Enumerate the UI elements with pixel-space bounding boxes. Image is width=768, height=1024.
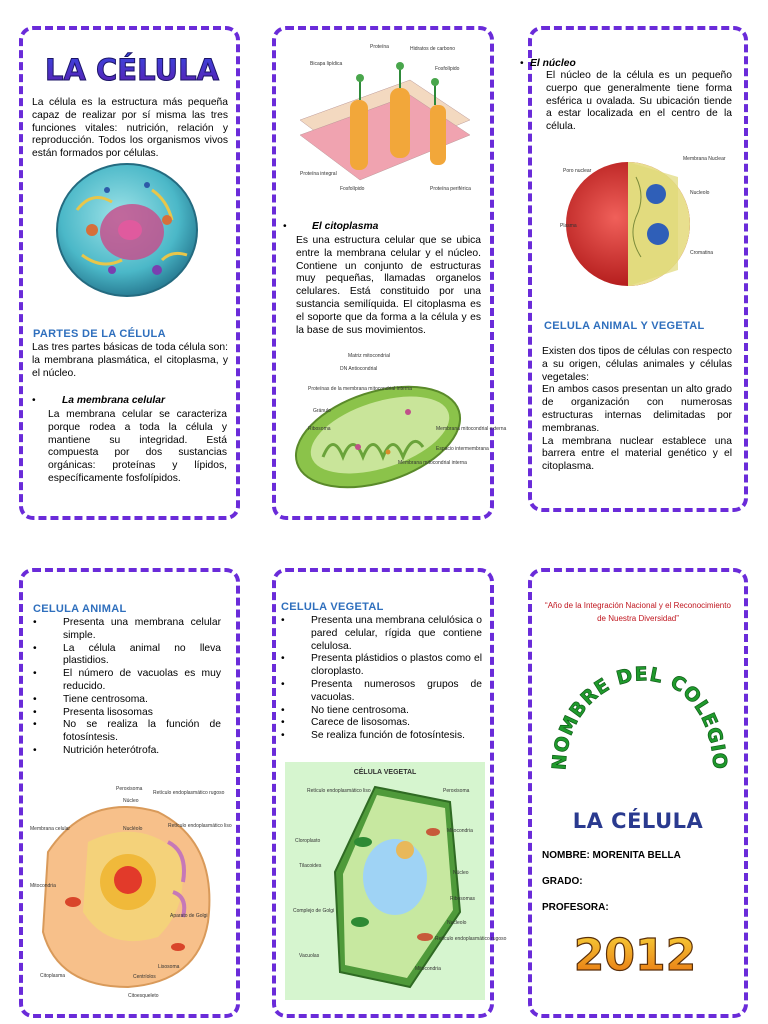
vegetal-item-3: • No tiene centrosoma. <box>279 705 482 718</box>
mito-label-1: DN Antiocondrial <box>340 366 378 372</box>
membrane-text: La membrana celular se caracteriza porque rodea a toda la célula y mantiene su integridad. Está compuesta por dos sustancias orgánicas: proteínas y lípidos, específicamente fosfolípidos. <box>48 409 227 484</box>
vegetal-heading: CELULA VEGETAL <box>281 601 384 613</box>
mito-label-6: Espacio intermembrana <box>436 446 489 452</box>
animal-label-2: Retículo endoplasmático rugoso <box>153 790 225 796</box>
mitochondria-diagram <box>288 352 507 497</box>
nucleus-text: El núcleo de la célula es un pequeño cuerpo que generalmente tiene forma esférica u ovalada. Su ubicación tiende a estar localizada en el centro de la célula. <box>546 70 732 133</box>
cell-membrane-diagram <box>290 40 480 210</box>
membrane-label-0: Bicapa lipídica <box>310 61 343 67</box>
animal-vegetal-heading: CELULA ANIMAL Y VEGETAL <box>544 320 705 332</box>
animal-label-0: Peroxisoma <box>116 786 143 792</box>
cyto-text: Es una estructura celular que se ubica entre la membrana celular y el núcleo. Contiene un conjunto de estructuras muy pequeñas, llamadas organelos celulares. Está constituido por una sustancia semilíquida. El citoplasma es el soporte que da forma a la célula y es la base de sus movimientos. <box>296 235 481 336</box>
vegetal-item-2: • Presenta numerosos grupos de vacuolas. <box>279 679 482 705</box>
vegetal-item-4: • Carece de lisosomas. <box>279 717 482 730</box>
vegetal-item-5: • Se realiza función de fotosíntesis. <box>279 730 482 743</box>
vegetal-item-0: • Presenta una membrana celulósica o pared celular, rígida que contiene celulosa. <box>279 615 482 653</box>
membrane-label-1: Proteína <box>370 44 389 50</box>
nucleus-diagram <box>558 152 734 292</box>
membrane-label-6: Proteína periférica <box>430 186 471 192</box>
plant-right-label-2: Núcleo <box>453 870 469 876</box>
nucleus-label-2: Nucleolo <box>690 190 710 196</box>
nucleus-label-0: Poro nuclear <box>563 168 592 174</box>
nucleus-title: El núcleo <box>530 58 576 69</box>
mito-label-0: Matriz mitocondrial <box>348 353 390 359</box>
plant-right-label-6: Mitocondria <box>415 966 441 972</box>
animal-item-3: • Tiene centrosoma. <box>31 694 221 707</box>
animal-label-4: Nucléolo <box>123 826 143 832</box>
animal-item-4: • Presenta lisosomas <box>31 707 221 720</box>
plant-diagram-title: CÉLULA VEGETAL <box>353 769 417 776</box>
parts-text: Las tres partes básicas de toda célula son: la membrana plasmática, el citoplasma, y el núcleo. <box>32 342 228 379</box>
animal-item-6: • Nutrición heterótrofa. <box>31 745 221 758</box>
mito-label-3: Gránulo <box>313 408 331 414</box>
plant-left-label-1: Cloroplasto <box>295 838 321 844</box>
plant-cell-diagram <box>285 762 507 1000</box>
animal-cell-diagram <box>28 772 232 1002</box>
animal-label-3: Membrana celular <box>30 826 71 832</box>
nucleus-section: • El núcleo <box>520 58 576 69</box>
animal-label-1: Núcleo <box>123 798 139 804</box>
vegetal-list <box>279 615 482 743</box>
svg-text:LA CÉLULA: LA CÉLULA <box>44 53 220 87</box>
plant-left-label-0: Retículo endoplasmático liso <box>307 788 371 794</box>
plant-left-label-3: Complejo de Golgi <box>293 908 335 914</box>
membrane-label-5: Fosfolípido <box>340 186 365 192</box>
intro-text: La célula es la estructura más pequeña capaz de realizar por sí misma las tres funciones vitales: nutrición, relación y reproducción. Todos los organismos vivos están formados por células. <box>32 97 228 160</box>
nucleus-label-4: Plasma <box>560 223 577 229</box>
mito-label-2: Proteínas de la membrana mitocondrial interna <box>308 386 412 392</box>
animal-label-7: Aparato de Golgi <box>170 913 208 919</box>
svg-text:2012: 2012 <box>573 930 697 981</box>
membrane-label-3: Fosfolípido <box>435 66 460 72</box>
plant-left-label-2: Tilacoides <box>299 863 322 869</box>
grade-line: GRADO: <box>542 876 583 887</box>
svg-text:NOMBRE DEL COLEGIO <box>548 663 731 771</box>
animal-label-11: Citoesqueleto <box>128 993 159 999</box>
plant-right-label-3: Ribosomas <box>450 896 476 902</box>
animal-list <box>31 617 221 758</box>
nucleus-label-1: Membrana Nuclear <box>683 156 726 162</box>
animal-vegetal-text: Existen dos tipos de células con respecto a su origen, células animales y células vegetales: En ambos casos presentan un alto grado de organización con numerosas estructuras internas delimitadas por membranas. La membrana nuclear establece una barrera entre el material genético y el citoplasma. <box>542 346 732 473</box>
animal-label-6: Mitocondria <box>30 883 56 889</box>
parts-heading: PARTES DE LA CÉLULA <box>33 328 166 340</box>
vegetal-item-1: • Presenta plástidios o plastos como el cloroplasto. <box>279 653 482 679</box>
animal-item-0: • Presenta una membrana celular simple. <box>31 617 221 643</box>
teacher-line: PROFESORA: <box>542 902 609 913</box>
plant-right-label-5: Retículo endoplasmático rugoso <box>435 936 507 942</box>
animal-item-5: • No se realiza la función de fotosíntesis. <box>31 719 221 745</box>
plant-right-label-4: Nucleolo <box>447 920 467 926</box>
cyto-title: El citoplasma <box>312 221 379 232</box>
plant-right-label-0: Peroxisoma <box>443 788 470 794</box>
cover-title: LA CÉLULA <box>572 809 704 833</box>
animal-cell-illustration <box>52 160 202 300</box>
animal-label-9: Centríolos <box>133 974 156 980</box>
name-line: NOMBRE: MORENITA BELLA <box>542 850 681 861</box>
animal-item-1: • La célula animal no lleva plastidios. <box>31 643 221 669</box>
membrane-title: La membrana celular <box>62 395 166 406</box>
animal-label-5: Retículo endoplasmático liso <box>168 823 232 829</box>
la-celula-title <box>40 50 225 90</box>
animal-label-8: Citoplasma <box>40 973 66 979</box>
mito-label-7: Membrana mitocondrial interna <box>398 460 467 466</box>
animal-item-2: • El número de vacuolas es muy reducido. <box>31 668 221 694</box>
plant-left-label-4: Vacuolas <box>299 953 320 959</box>
membrane-section: • La membrana celular <box>32 395 166 406</box>
mito-label-4: Ribosoma <box>308 426 331 432</box>
school-name-text: NOMBRE DEL COLEGIO <box>548 663 731 771</box>
nucleus-label-3: Cromatina <box>690 250 714 256</box>
school-name-arc <box>536 642 742 802</box>
cyto-section: • El citoplasma <box>283 221 379 232</box>
membrane-label-4: Proteína integral <box>300 171 337 177</box>
year-graphic <box>570 925 700 980</box>
plant-right-label-1: Mitocondria <box>447 828 473 834</box>
mito-label-5: Membrana mitocondrial externa <box>436 426 507 432</box>
animal-heading: CELULA ANIMAL <box>33 603 127 615</box>
membrane-label-2: Hidratos de carbono <box>410 46 456 52</box>
animal-label-10: Lisosoma <box>158 964 180 970</box>
motto: “Año de la Integración Nacional y el Reconocimiento de Nuestra Diversidad” <box>545 601 731 623</box>
